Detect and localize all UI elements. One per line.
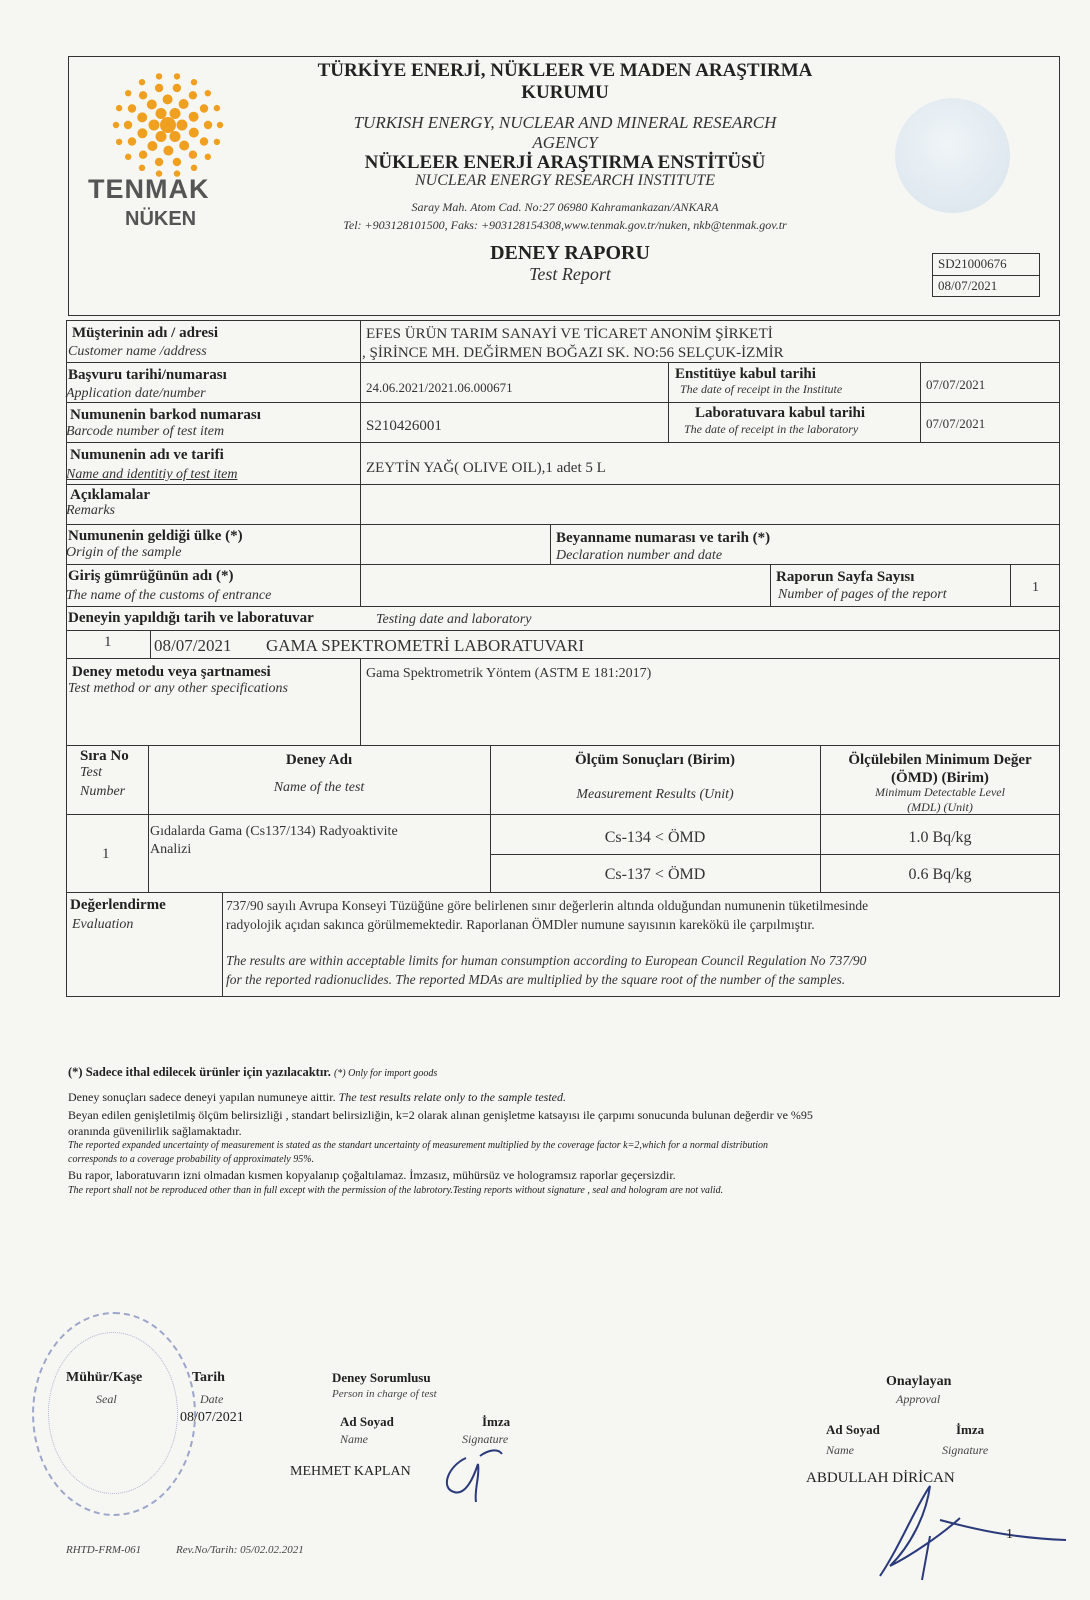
test-name-b: Analizi: [150, 842, 192, 857]
date-label: Tarih: [192, 1370, 225, 1385]
application-value: 24.06.2021/2021.06.000671: [366, 380, 513, 395]
testing-label: Deneyin yapıldığı tarih ve laboratuvar: [68, 610, 314, 626]
item-label: Numunenin adı ve tarifi: [70, 447, 224, 463]
test-responsible-label: Deney Sorumlusu: [332, 1370, 431, 1385]
testing-date: 08/07/2021: [154, 636, 232, 655]
method-value: Gama Spektrometrik Yöntem (ASTM E 181:2017): [366, 666, 652, 681]
origin-label-en: Origin of the sample: [66, 545, 182, 560]
institute-en: NUCLEAR ENERGY RESEARCH INSTITUTE: [414, 172, 715, 189]
result-row-number: 1: [102, 846, 110, 862]
declaration-label-en: Declaration number and date: [556, 548, 723, 563]
testing-number: 1: [104, 634, 112, 650]
receipt-institute-value: 07/07/2021: [926, 377, 986, 392]
barcode-value: S210426001: [366, 418, 442, 434]
evaluation-en-1: The results are within acceptable limits for human consumption according to European Council Regulation No 737/90: [226, 953, 867, 968]
org-title-en-2: AGENCY: [532, 133, 598, 152]
evaluation-en-2: for the reported radionuclides. The reported MDAs are multiplied by the square root of the number of the samples.: [226, 972, 846, 987]
org-title-tr-1: TÜRKİYE ENERJİ, NÜKLEER VE MADEN ARAŞTIRMA: [317, 60, 813, 81]
seal-stamp-inner: [48, 1332, 178, 1494]
form-code: RHTD-FRM-061: [66, 1544, 142, 1556]
col-seq-header: Sıra No: [80, 748, 129, 764]
testing-lab: GAMA SPEKTROMETRİ LABORATUVARI: [266, 636, 584, 655]
approver-name-label-en: Name: [826, 1443, 854, 1457]
col-results-header: Ölçüm Sonuçları (Birim): [575, 752, 735, 768]
resp-name-label-en: Name: [340, 1432, 368, 1446]
report-date: 08/07/2021: [938, 278, 998, 293]
item-value: ZEYTİN YAĞ( OLIVE OIL),1 adet 5 L: [366, 460, 606, 476]
col-mdl-header: Ölçülebilen Minimum Değer: [848, 752, 1032, 768]
note-2-tr-b: oranında güvenilirlik sağlamaktadır.: [68, 1124, 242, 1138]
institute-tr: NÜKLEER ENERJİ ARAŞTIRMA ENSTİTÜSÜ: [364, 152, 766, 173]
col-results-en: Measurement Results (Unit): [576, 787, 734, 802]
receipt-institute-label: Enstitüye kabul tarihi: [675, 366, 816, 382]
customs-label: Giriş gümrüğünün adı (*): [68, 568, 234, 584]
receipt-lab-label-en: The date of receipt in the laboratory: [684, 422, 859, 436]
contact: Tel: +903128101500, Faks: +903128154308,www.tenmak.gov.tr/nuken, nkb@tenmak.gov.tr: [343, 218, 787, 232]
seal-label-en: Seal: [96, 1392, 117, 1406]
seal-label: Mühür/Kaşe: [66, 1370, 143, 1385]
approver-sign-label: İmza: [956, 1422, 985, 1437]
item-label-en: Name and identitiy of test item: [66, 467, 238, 482]
address: Saray Mah. Atom Cad. No:27 06980 Kahramankazan/ANKARA: [411, 200, 719, 214]
method-label-en: Test method or any other specifications: [68, 681, 288, 696]
import-note-en: (*) Only for import goods: [333, 1068, 438, 1079]
org-title-en-1: TURKISH ENERGY, NUCLEAR AND MINERAL RESEARCH: [353, 113, 777, 132]
sun-logo-icon: [80, 70, 260, 180]
receipt-lab-label: Laboratuvara kabul tarihi: [695, 405, 866, 421]
application-label-en: Application date/number: [66, 386, 206, 401]
evaluation-label-en: Evaluation: [72, 917, 134, 932]
resp-name: MEHMET KAPLAN: [290, 1464, 411, 1479]
pages-label-en: Number of pages of the report: [778, 587, 947, 602]
resp-name-label: Ad Soyad: [340, 1414, 394, 1429]
sign-date-value: 08/07/2021: [180, 1410, 244, 1425]
note-2-tr-a: Beyan edilen genişletilmiş ölçüm belirsizliği , standart belirsizliğin, k=2 olarak alınan genişletme katsayısı ile çarpımı sonucunda bulunan değerdir ve %95: [68, 1108, 813, 1122]
revision: Rev.No/Tarih: 05/02.02.2021: [176, 1544, 304, 1556]
col-mdl-en-b: (MDL) (Unit): [907, 800, 973, 814]
pages-label: Raporun Sayfa Sayısı: [776, 569, 915, 585]
evaluation-tr-1: 737/90 sayılı Avrupa Konseyi Tüzüğüne göre belirlenen sınır değerlerin altında olduğundan numunenin tüketilmesinde: [226, 898, 869, 913]
org-title-tr-2: KURUMU: [521, 82, 609, 103]
application-label: Başvuru tarihi/numarası: [68, 367, 227, 383]
hologram: [895, 98, 1010, 213]
barcode-label: Numunenin barkod numarası: [70, 407, 261, 423]
barcode-label-en: Barcode number of test item: [66, 424, 225, 439]
date-label-en: Date: [200, 1392, 224, 1406]
import-note-tr: (*) Sadece ithal edilecek ürünler için yazılacaktır.: [68, 1065, 331, 1079]
remarks-label: Açıklamalar: [70, 487, 150, 503]
note-3-tr: Bu rapor, laboratuvarın izni olmadan kısmen kopyalanıp çoğaltılamaz. İmzasız, mühürsüz ve hologramsız raporlar geçersizdir.: [68, 1168, 676, 1182]
resp-sign-label-en: Signature: [462, 1432, 509, 1446]
note-1-tr: Deney sonuçları sadece deneyi yapılan numuneye aittir.: [68, 1090, 336, 1104]
result-cs134: Cs-134 < ÖMD: [604, 829, 706, 846]
receipt-lab-value: 07/07/2021: [926, 416, 986, 431]
origin-label: Numunenin geldiği ülke (*): [68, 528, 243, 544]
mdl-cs134: 1.0 Bq/kg: [908, 829, 972, 846]
report-title-en: Test Report: [529, 264, 611, 284]
col-test-name-header: Deney Adı: [285, 752, 353, 768]
logo-text: TENMAK: [88, 174, 210, 204]
evaluation-label: Değerlendirme: [70, 897, 166, 913]
test-name-a: Gıdalarda Gama (Cs137/134) Radyoaktivite: [150, 824, 398, 839]
mdl-cs137: 0.6 Bq/kg: [908, 866, 972, 883]
approver-name-label: Ad Soyad: [826, 1422, 880, 1437]
note-1-en: The test results relate only to the sample tested.: [338, 1090, 566, 1104]
customer-label: Müşterinin adı / adresi: [72, 325, 218, 341]
responsible-signature: [438, 1446, 508, 1506]
page-marker: 1: [1006, 1527, 1013, 1542]
customer-label-en: Customer name /address: [68, 344, 207, 359]
col-mdl-header-b: (ÖMD) (Birim): [891, 770, 989, 786]
approver-signature: [870, 1476, 1070, 1586]
method-label: Deney metodu veya şartnamesi: [72, 664, 271, 680]
import-note: [68, 1065, 437, 1080]
approval-label: Onaylayan: [886, 1374, 952, 1389]
report-number: SD21000676: [938, 256, 1007, 271]
note-2-en-a: The reported expanded uncertainty of measurement is stated as the standart uncertainty of measurement multiplied by the coverage factor k=2,which for a normal distribution: [68, 1140, 768, 1151]
customs-label-en: The name of the customs of entrance: [66, 588, 272, 603]
col-test-name-en: Name of the test: [273, 780, 365, 795]
customer-name: EFES ÜRÜN TARIM SANAYİ VE TİCARET ANONİM ŞİRKETİ: [366, 326, 773, 342]
customer-address: , ŞİRİNCE MH. DEĞİRMEN BOĞAZI SK. NO:56 SELÇUK-İZMİR: [362, 345, 784, 361]
approver-sign-label-en: Signature: [942, 1443, 989, 1457]
col-mdl-en-a: Minimum Detectable Level: [875, 785, 1005, 799]
note-2-en-b: corresponds to a coverage probability of approximately 95%.: [68, 1154, 315, 1165]
tenmak-logo: [80, 70, 260, 240]
testing-label-en: Testing date and laboratory: [376, 612, 532, 627]
report-title-tr: DENEY RAPORU: [490, 242, 650, 264]
evaluation-tr-2: radyolojik açıdan sakınca görülmemektedir. Raporlanan ÖMDler numune sayısının karekökü ile çarpılmıştır.: [226, 917, 815, 932]
approval-label-en: Approval: [896, 1392, 941, 1406]
remarks-label-en: Remarks: [66, 503, 115, 518]
result-cs137: Cs-137 < ÖMD: [604, 866, 706, 883]
note-3-en: The report shall not be reproduced other than in full except with the permission of the labrotory.Testing reports without signature , seal and hologram are not valid.: [68, 1185, 724, 1196]
approver-name: ABDULLAH DİRİCAN: [806, 1470, 955, 1486]
note-1: [68, 1090, 566, 1105]
resp-sign-label: İmza: [482, 1414, 511, 1429]
col-seq-en-a: Test: [80, 765, 103, 780]
logo-sub: NÜKEN: [125, 208, 197, 230]
declaration-label: Beyanname numarası ve tarih (*): [556, 530, 771, 546]
receipt-institute-label-en: The date of receipt in the Institute: [680, 382, 843, 396]
col-seq-en-b: Number: [80, 784, 126, 799]
test-responsible-label-en: Person in charge of test: [332, 1388, 437, 1400]
pages-value: 1: [1032, 580, 1039, 595]
